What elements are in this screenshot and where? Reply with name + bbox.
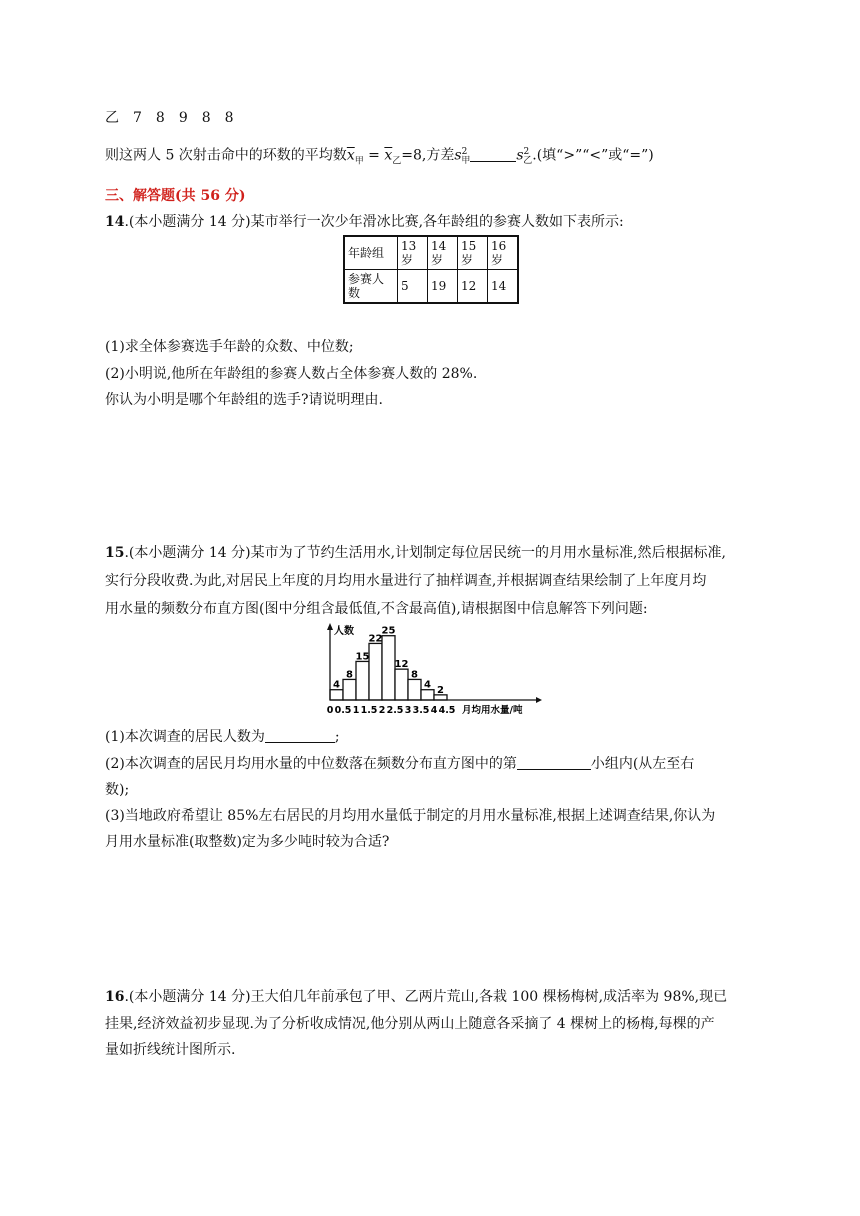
bar-value-label: 4 xyxy=(424,679,431,691)
q15-stem-line3: 用水量的频数分布直方图(图中分组含最低值,不含最高值),请根据图中信息解答下列问题: xyxy=(105,601,648,617)
q15-stem-line1: 15.(本小题满分 14 分)某市为了节约生活用水,计划制定每位居民统一的月用水量标准,然后根据标准, xyxy=(105,545,726,561)
mean-variance-line: 则这两人 5 次射击命中的环数的平均数$\overline{x}_甲 = \overline{x}_乙=8$,方差$s^2_甲$ $s^2_乙$.(填“>”“<”或“=”) xyxy=(105,147,654,167)
x-tick-label: 4 xyxy=(430,705,438,716)
bar-value-label: 8 xyxy=(346,669,353,681)
table-cell: 19 xyxy=(428,270,458,304)
histogram-bar xyxy=(421,690,434,700)
q15-part2b: 数); xyxy=(105,782,130,798)
q16-stem-line3: 量如折线统计图所示. xyxy=(105,1042,236,1058)
x-tick-label: 2 xyxy=(378,705,386,716)
histogram-bar xyxy=(382,636,395,700)
variance-blank[interactable] xyxy=(470,147,516,162)
water-usage-histogram xyxy=(322,622,542,722)
x-tick-label: 3 xyxy=(404,705,412,716)
table-cell: 16岁 xyxy=(488,236,519,270)
histogram-bar xyxy=(408,679,421,700)
q14-part2b: 你认为小明是哪个年龄组的选手?请说明理由. xyxy=(105,392,383,408)
q15-part2: (2)本次调查的居民月均用水量的中位数落在频数分布直方图中的第 小组内(从左至右 xyxy=(105,756,695,772)
x-tick-label: 2.5 xyxy=(386,705,404,716)
table-cell: 13岁 xyxy=(398,236,428,270)
x-axis-arrow xyxy=(536,697,542,703)
table-header-cell: 参赛人数 xyxy=(344,270,398,304)
histogram-bar xyxy=(330,690,343,700)
x-tick-label: 0 xyxy=(326,705,334,716)
histogram-bar xyxy=(356,661,369,700)
bar-value-label: 2 xyxy=(437,684,444,696)
bar-value-label: 25 xyxy=(381,625,396,637)
table-header-cell: 年龄组 xyxy=(344,236,398,270)
histogram-bar xyxy=(395,669,408,700)
table-cell: 12 xyxy=(458,270,488,304)
q14-part1: (1)求全体参赛选手年龄的众数、中位数; xyxy=(105,339,354,355)
table-row xyxy=(344,236,518,270)
answer-blank-1[interactable] xyxy=(265,728,335,743)
y-axis-arrow xyxy=(327,623,333,630)
bar-value-label: 15 xyxy=(355,651,370,663)
q16-stem-line2: 挂果,经济效益初步显现.为了分析收成情况,他分别从两山上随意各采摘了 4 棵树上的杨梅,每棵的产 xyxy=(105,1016,715,1032)
q16-stem-line1: 16.(本小题满分 14 分)王大伯几年前承包了甲、乙两片荒山,各栽 100 棵杨梅树,成活率为 98%,现已 xyxy=(105,989,728,1005)
x-tick-label: 1 xyxy=(352,705,360,716)
x-tick-label: 4.5 xyxy=(438,705,456,716)
yi-score-row: 乙 7 8 9 8 8 xyxy=(105,110,234,126)
x-tick-label: 1.5 xyxy=(360,705,378,716)
answer-blank-2[interactable] xyxy=(517,755,591,770)
q15-part3b: 月用水量标准(取整数)定为多少吨时较为合适? xyxy=(105,834,390,850)
bar-value-label: 22 xyxy=(368,633,383,645)
histogram-bar xyxy=(343,679,356,700)
bar-value-label: 8 xyxy=(411,669,418,681)
table-cell: 15岁 xyxy=(458,236,488,270)
x-tick-label: 3.5 xyxy=(412,705,430,716)
q15-part1: (1)本次调查的居民人数为 ; xyxy=(105,729,340,745)
x-tick-label: 0.5 xyxy=(334,705,352,716)
table-cell: 14岁 xyxy=(428,236,458,270)
y-axis-label: 人数 xyxy=(334,626,354,637)
table-cell: 14 xyxy=(488,270,519,304)
x-axis-label: 月均用水量/吨 xyxy=(462,705,523,716)
section-title: 三、解答题(共 56 分) xyxy=(105,188,246,204)
bar-value-label: 4 xyxy=(333,679,340,691)
age-group-table xyxy=(343,235,519,304)
q14-stem: 14.(本小题满分 14 分)某市举行一次少年滑冰比赛,各年龄组的参赛人数如下表所示: xyxy=(105,214,624,230)
q14-part2: (2)小明说,他所在年龄组的参赛人数占全体参赛人数的 28%. xyxy=(105,366,478,382)
table-row xyxy=(344,270,518,304)
table-cell: 5 xyxy=(398,270,428,304)
histogram-bar xyxy=(369,643,382,700)
bar-value-label: 12 xyxy=(394,659,409,671)
q15-stem-line2: 实行分段收费.为此,对居民上年度的月均用水量进行了抽样调查,并根据调查结果绘制了上年度月均 xyxy=(105,573,707,589)
q15-part3a: (3)当地政府希望让 85%左右居民的月均用水量低于制定的月用水量标准,根据上述调查结果,你认为 xyxy=(105,808,716,824)
